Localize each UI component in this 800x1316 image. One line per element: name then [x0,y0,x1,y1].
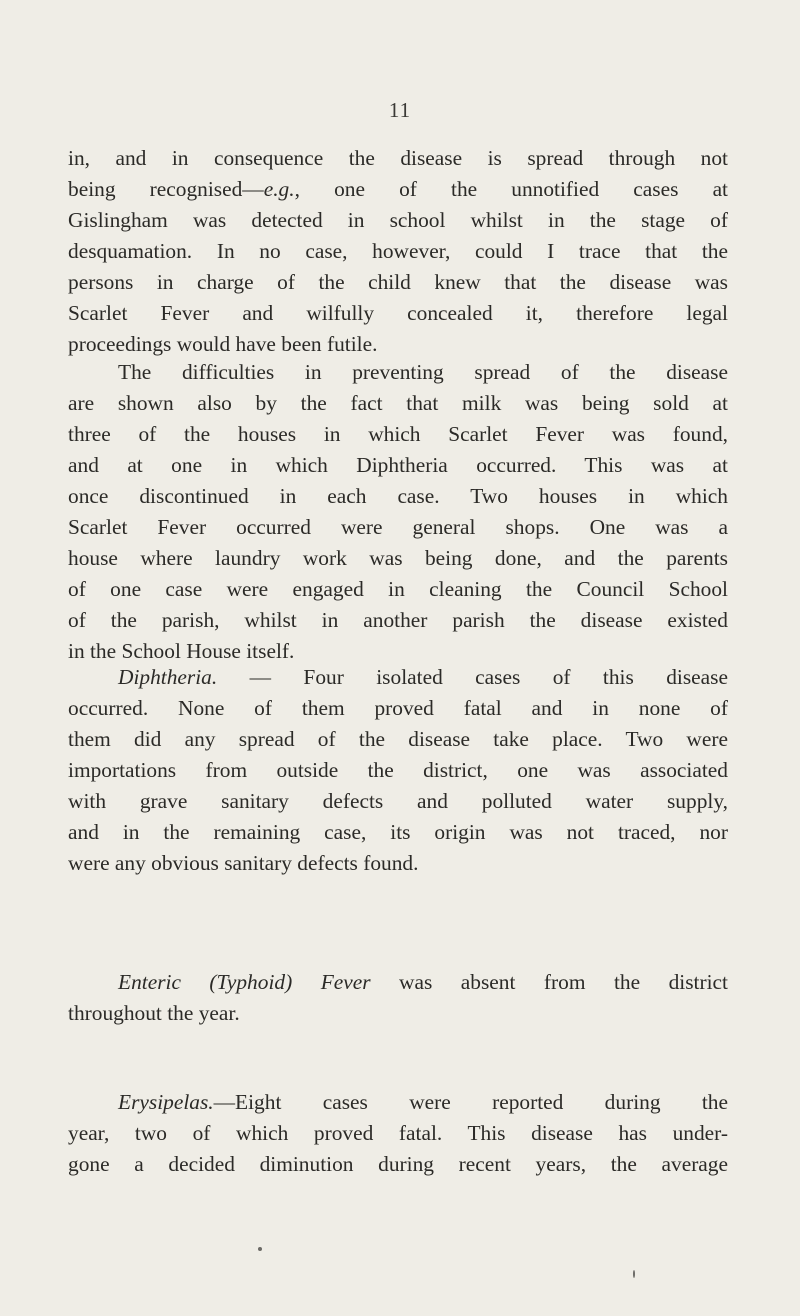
section-heading-diphtheria: Diphtheria. [118,665,218,689]
text-line: once discontinued in each case. Two houses in which [68,484,728,508]
text-line: of the parish, whilst in another parish the disease existed [68,608,728,632]
text-line: are shown also by the fact that milk was being sold at [68,391,728,415]
text-line: throughout the year. [68,1001,240,1025]
text-line: desquamation. In no case, however, could I trace that the [68,239,728,263]
page-number: 11 [388,98,412,122]
text-line: persons in charge of the child knew that the disease was [68,270,728,294]
text-line: of one case were engaged in cleaning the Council School [68,577,728,601]
text-run: , one of the unnotified cases at [294,177,729,201]
section-heading-enteric: Enteric (Typhoid) Fever [118,970,371,994]
paragraph-erysipelas [68,1087,728,1180]
paragraph-diphtheria [68,662,728,879]
text-line: Gislingham was detected in school whilst in the stage of [68,208,728,232]
text-line: Scarlet Fever and wilfully concealed it, therefore legal [68,301,728,325]
text-line [68,662,728,693]
paragraph-scarlet-fever-spread [68,143,728,360]
text-line: in, and in consequence the disease is spread through not [68,146,728,170]
text-line: and at one in which Diphtheria occurred. This was at [68,453,728,477]
text-line [68,1087,728,1118]
text-line: were any obvious sanitary defects found. [68,851,419,875]
text-run: was absent from the district [370,970,728,994]
text-line: occurred. None of them proved fatal and in none of [68,696,728,720]
text-run: —Eight cases were reported during the [213,1090,728,1114]
text-line: and in the remaining case, its origin was not traced, nor [68,820,728,844]
section-heading-erysipelas: Erysipelas. [118,1090,214,1114]
text-line [68,967,728,998]
italic-abbreviation: e.g. [263,177,295,201]
text-line: three of the houses in which Scarlet Fever was found, [68,422,728,446]
text-line [68,174,728,205]
text-line: with grave sanitary defects and polluted water supply, [68,789,728,813]
text-run: being recognised— [68,177,264,201]
text-run: — Four isolated cases of this disease [217,665,728,689]
text-line: gone a decided diminution during recent years, the average [68,1152,728,1176]
paragraph-enteric-fever [68,967,728,1029]
paper-speck [633,1270,635,1278]
text-line: Scarlet Fever occurred were general shops. One was a [68,515,728,539]
text-line: in the School House itself. [68,639,295,663]
text-line: proceedings would have been futile. [68,332,378,356]
text-line: importations from outside the district, one was associated [68,758,728,782]
text-line: house where laundry work was being done, and the parents [68,546,728,570]
text-line: The difficulties in preventing spread of the disease [118,360,728,384]
text-line: them did any spread of the disease take place. Two were [68,727,728,751]
paragraph-difficulties [68,357,728,667]
text-line: year, two of which proved fatal. This disease has under- [68,1121,728,1145]
paper-speck [258,1247,262,1251]
